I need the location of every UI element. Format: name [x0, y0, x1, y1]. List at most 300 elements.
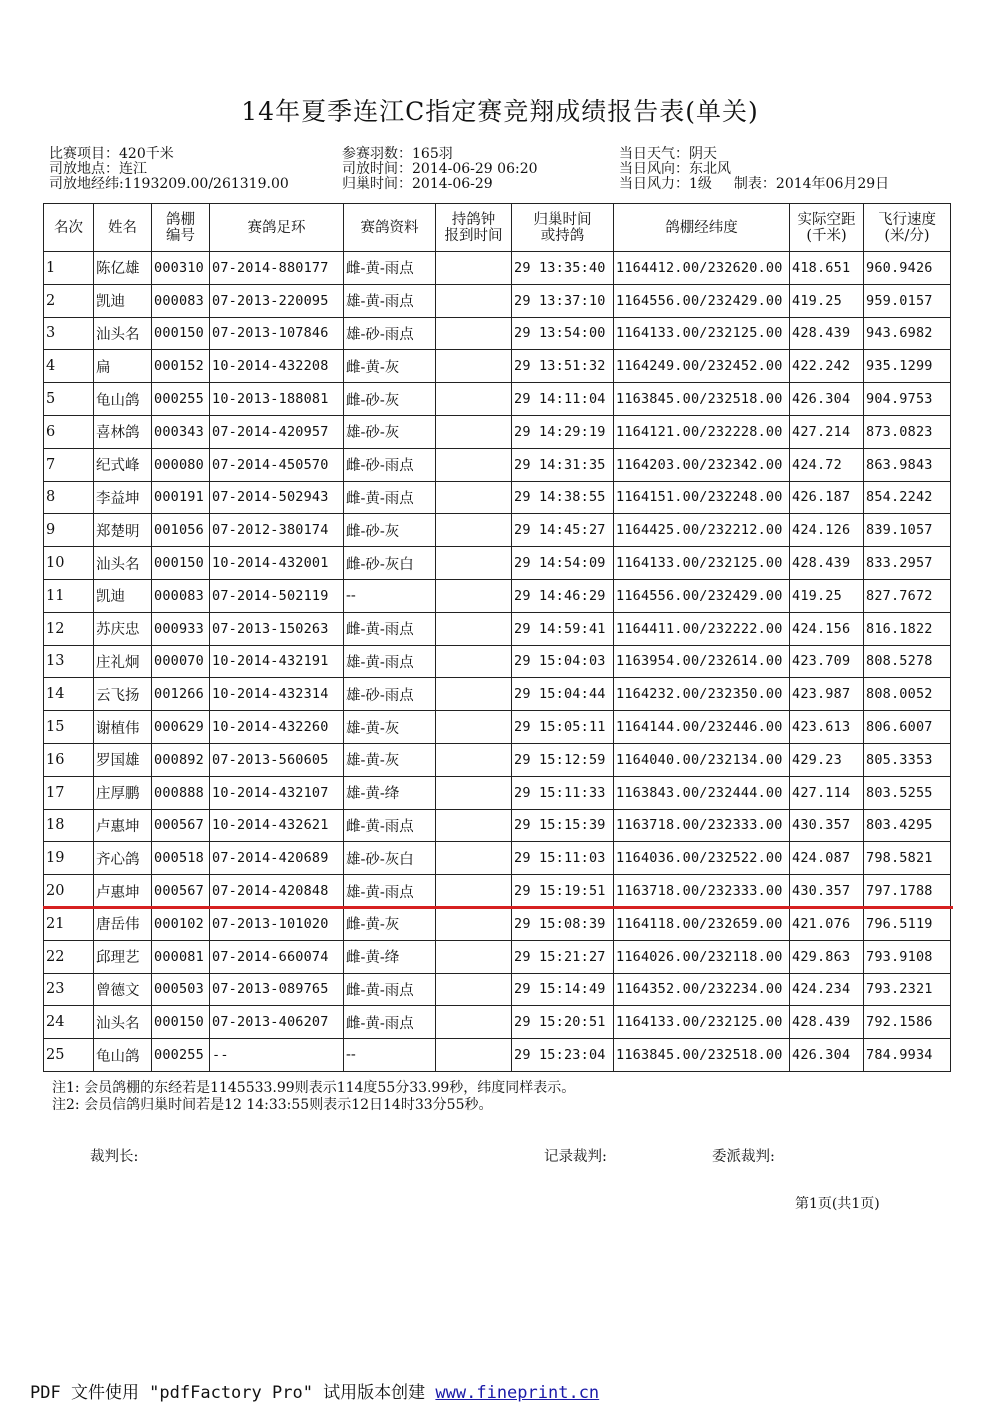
table-row [44, 284, 951, 317]
table-cell: 29 15:12:59 [512, 743, 614, 776]
table-row [44, 547, 951, 580]
notes [52, 1080, 575, 1114]
table-cell: 雌-黄-雨点 [344, 252, 436, 285]
report-title: 14年夏季连江C指定赛竞翔成绩报告表(单关) [241, 97, 759, 126]
table-row [44, 514, 951, 547]
table-cell: 07-2013-406207 [210, 1006, 344, 1039]
table-cell: 雄-黄-灰 [344, 743, 436, 776]
table-cell: 873.0823 [864, 415, 951, 448]
table-cell: 29 15:11:33 [512, 776, 614, 809]
table-cell: 1163845.00/232518.00 [614, 1039, 790, 1072]
table-cell: 15 [44, 711, 94, 744]
table-cell: 29 14:59:41 [512, 612, 614, 645]
table-cell [436, 579, 512, 612]
table-row [44, 1006, 951, 1039]
table-cell: 29 15:15:39 [512, 809, 614, 842]
table-cell: 423.613 [790, 711, 864, 744]
table-cell: 798.5821 [864, 842, 951, 875]
table-cell: 1164118.00/232659.00 [614, 907, 790, 940]
table-cell: 25 [44, 1039, 94, 1072]
table-cell: 13 [44, 645, 94, 678]
table-row [44, 678, 951, 711]
table-row [44, 350, 951, 383]
table-cell: 000892 [152, 743, 210, 776]
footer-text: PDF 文件使用 "pdfFactory Pro" 试用版本创建 [30, 1383, 436, 1403]
table-cell: 943.6982 [864, 317, 951, 350]
table-cell: 904.9753 [864, 383, 951, 416]
table-cell: 9 [44, 514, 94, 547]
table-cell: 000080 [152, 448, 210, 481]
table-cell: 29 14:38:55 [512, 481, 614, 514]
table-cell: 雌-砂-灰 [344, 514, 436, 547]
table-cell: 16 [44, 743, 94, 776]
table-body [44, 252, 951, 1072]
table-cell: 426.187 [790, 481, 864, 514]
table-cell: 1164411.00/232222.00 [614, 612, 790, 645]
table-cell [436, 481, 512, 514]
table-cell: 07-2013-150263 [210, 612, 344, 645]
table-cell: -- [344, 1039, 436, 1072]
table-cell: 雄-砂-灰白 [344, 842, 436, 875]
table-cell: 07-2014-502119 [210, 579, 344, 612]
table-cell: 000102 [152, 907, 210, 940]
table-cell: 000150 [152, 317, 210, 350]
table-cell: 422.242 [790, 350, 864, 383]
table-cell: 1164040.00/232134.00 [614, 743, 790, 776]
table-cell: 14 [44, 678, 94, 711]
table-cell: 雄-黄-雨点 [344, 284, 436, 317]
table-cell: 960.9426 [864, 252, 951, 285]
table-cell: 803.5255 [864, 776, 951, 809]
table-cell: 07-2013-220095 [210, 284, 344, 317]
wind-force-value: 当日风力：1级 [619, 176, 712, 192]
table-cell: 29 15:05:11 [512, 711, 614, 744]
table-cell: 1164133.00/232125.00 [614, 317, 790, 350]
table-cell: 001266 [152, 678, 210, 711]
table-cell: 424.126 [790, 514, 864, 547]
table-cell: 谢植伟 [94, 711, 152, 744]
table-cell: 784.9934 [864, 1039, 951, 1072]
table-cell: 22 [44, 940, 94, 973]
table-cell: 10-2014-432314 [210, 678, 344, 711]
table-cell: 827.7672 [864, 579, 951, 612]
note-1: 注1: 会员鸽棚的东经若是1145533.99则表示114度55分33.99秒，纬度同样表示。 [52, 1080, 576, 1096]
info-wind-direction: 当日风向：东北风 [619, 161, 731, 177]
table-cell: 430.357 [790, 875, 864, 908]
info-release-place: 司放地点：连江 [49, 161, 147, 177]
table-cell: 000343 [152, 415, 210, 448]
table-cell: 000933 [152, 612, 210, 645]
pdf-footer [30, 1378, 599, 1403]
table-cell: 喜林鸽 [94, 415, 152, 448]
table-cell: 430.357 [790, 809, 864, 842]
table-cell [436, 875, 512, 908]
table-cell: 000567 [152, 809, 210, 842]
table-cell [436, 645, 512, 678]
table-cell: 21 [44, 907, 94, 940]
table-cell: 云飞扬 [94, 678, 152, 711]
table-cell: 000518 [152, 842, 210, 875]
table-cell: 龟山鸽 [94, 383, 152, 416]
table-cell: 雌-黄-雨点 [344, 1006, 436, 1039]
table-row [44, 875, 951, 908]
table-row [44, 252, 951, 285]
table-row [44, 415, 951, 448]
table-row [44, 448, 951, 481]
table-cell: 1163843.00/232444.00 [614, 776, 790, 809]
table-cell: 10-2014-432208 [210, 350, 344, 383]
table-cell: 29 15:20:51 [512, 1006, 614, 1039]
table-cell: 卢惠坤 [94, 875, 152, 908]
table-cell: 000310 [152, 252, 210, 285]
table-cell: 421.076 [790, 907, 864, 940]
table-cell: 雄-砂-灰 [344, 415, 436, 448]
delegate-referee-label: 委派裁判: [712, 1149, 775, 1165]
table-row [44, 842, 951, 875]
table-cell: 07-2014-420689 [210, 842, 344, 875]
table-cell: 7 [44, 448, 94, 481]
table-cell: 29 15:19:51 [512, 875, 614, 908]
table-cell: 863.9843 [864, 448, 951, 481]
table-cell: 419.25 [790, 284, 864, 317]
table-cell: 凯迪 [94, 284, 152, 317]
table-cell: 10-2014-432191 [210, 645, 344, 678]
table-row [44, 481, 951, 514]
table-cell: 428.439 [790, 317, 864, 350]
table-cell: 雌-黄-雨点 [344, 973, 436, 1006]
table-cell: 汕头名 [94, 1006, 152, 1039]
table-cell: 29 15:21:27 [512, 940, 614, 973]
table-row [44, 973, 951, 1006]
table-cell: 935.1299 [864, 350, 951, 383]
table-cell: 424.156 [790, 612, 864, 645]
table-cell: 10-2013-188081 [210, 383, 344, 416]
table-cell: 1164036.00/232522.00 [614, 842, 790, 875]
table-cell: 10-2014-432001 [210, 547, 344, 580]
table-row [44, 579, 951, 612]
table-cell: 1164556.00/232429.00 [614, 284, 790, 317]
table-cell: 8 [44, 481, 94, 514]
table-cell: 796.5119 [864, 907, 951, 940]
table-cell: 424.72 [790, 448, 864, 481]
table-cell: 429.863 [790, 940, 864, 973]
table-cell: 839.1057 [864, 514, 951, 547]
table-cell: 4 [44, 350, 94, 383]
table-cell: 419.25 [790, 579, 864, 612]
table-cell: 29 14:31:35 [512, 448, 614, 481]
table-cell: 雄-黄-雨点 [344, 645, 436, 678]
column-header: 飞行速度 (米/分) [864, 204, 951, 252]
table-cell: 1164203.00/232342.00 [614, 448, 790, 481]
table-cell [436, 809, 512, 842]
table-cell: 汕头名 [94, 317, 152, 350]
table-cell: 07-2014-450570 [210, 448, 344, 481]
table-cell: 000629 [152, 711, 210, 744]
column-header: 鸽棚 编号 [152, 204, 210, 252]
table-cell [436, 252, 512, 285]
table-cell: 000503 [152, 973, 210, 1006]
table-cell: 806.6007 [864, 711, 951, 744]
table-cell: 纪式峰 [94, 448, 152, 481]
table-cell: 龟山鸽 [94, 1039, 152, 1072]
table-cell: 雌-黄-雨点 [344, 481, 436, 514]
info-left [49, 147, 289, 192]
table-cell: 12 [44, 612, 94, 645]
table-cell: 29 14:29:19 [512, 415, 614, 448]
info-right [619, 147, 889, 192]
table-cell: 6 [44, 415, 94, 448]
table-cell: 1164425.00/232212.00 [614, 514, 790, 547]
table-cell: 793.2321 [864, 973, 951, 1006]
table-cell: 汕头名 [94, 547, 152, 580]
column-header: 持鸽钟 报到时间 [436, 204, 512, 252]
table-cell: 29 14:46:29 [512, 579, 614, 612]
table-cell [436, 284, 512, 317]
results-table [43, 203, 951, 1072]
table-cell: 803.4295 [864, 809, 951, 842]
note-2: 注2: 会员信鸽归巢时间若是12 14:33:55则表示12日14时33分55秒。 [52, 1097, 493, 1113]
table-cell: 29 13:35:40 [512, 252, 614, 285]
table-cell: 陈亿雄 [94, 252, 152, 285]
table-row [44, 743, 951, 776]
table-cell: 1 [44, 252, 94, 285]
table-cell: 雄-黄-雨点 [344, 875, 436, 908]
info-wind-force [619, 177, 889, 192]
table-cell: 423.709 [790, 645, 864, 678]
table-cell: 000191 [152, 481, 210, 514]
table-cell: 1164133.00/232125.00 [614, 1006, 790, 1039]
table-cell: 29 15:04:03 [512, 645, 614, 678]
table-cell: 29 15:14:49 [512, 973, 614, 1006]
table-cell: 1164556.00/232429.00 [614, 579, 790, 612]
table-cell: 07-2013-107846 [210, 317, 344, 350]
table-cell: 000150 [152, 547, 210, 580]
table-cell: 雌-黄-绛 [344, 940, 436, 973]
table-cell: 29 14:54:09 [512, 547, 614, 580]
table-cell: 000083 [152, 579, 210, 612]
table-cell: 1164412.00/232620.00 [614, 252, 790, 285]
table-cell: 唐岳伟 [94, 907, 152, 940]
table-cell: -- [210, 1039, 344, 1072]
table-cell: 418.651 [790, 252, 864, 285]
table-cell [436, 743, 512, 776]
table-cell: 07-2012-380174 [210, 514, 344, 547]
table-cell: 郑楚明 [94, 514, 152, 547]
column-header: 实际空距 (千米) [790, 204, 864, 252]
table-row [44, 317, 951, 350]
table-cell: 10-2014-432260 [210, 711, 344, 744]
table-cell: 000255 [152, 1039, 210, 1072]
table-cell: 1163845.00/232518.00 [614, 383, 790, 416]
table-cell [436, 973, 512, 1006]
table-row [44, 776, 951, 809]
table-cell: 1164026.00/232118.00 [614, 940, 790, 973]
table-cell [436, 711, 512, 744]
table-cell: 雄-黄-绛 [344, 776, 436, 809]
table-cell [436, 907, 512, 940]
table-cell: 000150 [152, 1006, 210, 1039]
table-row [44, 1039, 951, 1072]
table-cell: -- [344, 579, 436, 612]
table-cell: 959.0157 [864, 284, 951, 317]
chief-referee-label: 裁判长: [90, 1149, 139, 1165]
info-event: 比赛项目：420千米 [49, 146, 174, 162]
table-row [44, 612, 951, 645]
table-cell: 卢惠坤 [94, 809, 152, 842]
table-cell: 1164352.00/232234.00 [614, 973, 790, 1006]
table-cell: 庄厚鹏 [94, 776, 152, 809]
table-cell: 10 [44, 547, 94, 580]
table-cell: 29 14:11:04 [512, 383, 614, 416]
table-cell: 雄-砂-雨点 [344, 317, 436, 350]
table-cell: 苏庆忠 [94, 612, 152, 645]
table-cell: 000083 [152, 284, 210, 317]
table-cell: 426.304 [790, 1039, 864, 1072]
column-header: 姓名 [94, 204, 152, 252]
table-cell: 424.234 [790, 973, 864, 1006]
table-cell: 20 [44, 875, 94, 908]
table-cell: 雌-黄-雨点 [344, 809, 436, 842]
table-cell: 23 [44, 973, 94, 1006]
table-cell [436, 1006, 512, 1039]
table-cell: 000070 [152, 645, 210, 678]
table-cell: 罗国雄 [94, 743, 152, 776]
table-cell [436, 776, 512, 809]
table-cell: 000888 [152, 776, 210, 809]
table-cell [436, 317, 512, 350]
table-cell: 000081 [152, 940, 210, 973]
table-cell: 07-2014-660074 [210, 940, 344, 973]
info-release-time: 司放时间：2014-06-29 06:20 [342, 161, 538, 177]
page-number: 第1页(共1页) [795, 1196, 880, 1212]
table-cell: 07-2014-420848 [210, 875, 344, 908]
table-cell: 816.1822 [864, 612, 951, 645]
table-cell: 426.304 [790, 383, 864, 416]
table-cell [436, 940, 512, 973]
table-cell [436, 1039, 512, 1072]
table-cell: 1164232.00/232350.00 [614, 678, 790, 711]
table-cell: 1164133.00/232125.00 [614, 547, 790, 580]
table-cell: 428.439 [790, 547, 864, 580]
table-cell: 5 [44, 383, 94, 416]
table-cell: 1164144.00/232446.00 [614, 711, 790, 744]
table-cell [436, 350, 512, 383]
table-cell: 29 15:04:44 [512, 678, 614, 711]
table-cell: 10-2014-432621 [210, 809, 344, 842]
table-cell: 29 15:23:04 [512, 1039, 614, 1072]
table-cell [436, 514, 512, 547]
table-cell: 李益坤 [94, 481, 152, 514]
table-cell: 29 15:08:39 [512, 907, 614, 940]
table-cell: 雌-黄-灰 [344, 907, 436, 940]
table-cell: 07-2013-560605 [210, 743, 344, 776]
table-cell: 000152 [152, 350, 210, 383]
made-date: 制表：2014年06月29日 [733, 176, 890, 192]
table-cell: 18 [44, 809, 94, 842]
table-row [44, 645, 951, 678]
table-cell: 扁 [94, 350, 152, 383]
table-cell: 07-2013-089765 [210, 973, 344, 1006]
table-cell: 001056 [152, 514, 210, 547]
table-cell: 07-2014-420957 [210, 415, 344, 448]
table-cell: 29 13:37:10 [512, 284, 614, 317]
table-cell: 凯迪 [94, 579, 152, 612]
table-cell: 雌-砂-灰 [344, 383, 436, 416]
table-cell: 000567 [152, 875, 210, 908]
table-cell [436, 383, 512, 416]
cutoff-line [43, 906, 953, 909]
table-cell: 雌-砂-灰白 [344, 547, 436, 580]
table-cell: 424.087 [790, 842, 864, 875]
table-row [44, 711, 951, 744]
column-header: 归巢时间 或持鸽 [512, 204, 614, 252]
table-cell: 24 [44, 1006, 94, 1039]
table-cell: 29 15:11:03 [512, 842, 614, 875]
info-middle [342, 147, 538, 192]
table-cell: 曾德文 [94, 973, 152, 1006]
table-cell: 429.23 [790, 743, 864, 776]
table-cell: 庄礼炯 [94, 645, 152, 678]
table-cell: 1164151.00/232248.00 [614, 481, 790, 514]
table-cell: 邱理艺 [94, 940, 152, 973]
table-cell: 427.214 [790, 415, 864, 448]
table-cell: 3 [44, 317, 94, 350]
table-cell: 29 14:45:27 [512, 514, 614, 547]
table-cell: 808.5278 [864, 645, 951, 678]
table-cell: 1163954.00/232614.00 [614, 645, 790, 678]
table-cell: 423.987 [790, 678, 864, 711]
info-weather: 当日天气：阴天 [619, 146, 717, 162]
table-row [44, 383, 951, 416]
table-cell: 2 [44, 284, 94, 317]
table-cell: 1163718.00/232333.00 [614, 809, 790, 842]
table-cell: 1163718.00/232333.00 [614, 875, 790, 908]
table-row [44, 809, 951, 842]
column-header: 赛鸽足环 [210, 204, 344, 252]
table-cell: 10-2014-432107 [210, 776, 344, 809]
table-cell: 雌-砂-雨点 [344, 448, 436, 481]
table-cell: 11 [44, 579, 94, 612]
table-row [44, 907, 951, 940]
table-cell [436, 448, 512, 481]
column-header: 鸽棚经纬度 [614, 204, 790, 252]
footer-link[interactable]: www.fineprint.cn [435, 1383, 600, 1403]
table-cell: 792.1586 [864, 1006, 951, 1039]
table-cell: 29 13:54:00 [512, 317, 614, 350]
info-release-coords: 司放地经纬:1193209.00/261319.00 [49, 176, 289, 192]
table-cell: 854.2242 [864, 481, 951, 514]
table-cell: 雌-黄-雨点 [344, 612, 436, 645]
table-cell: 793.9108 [864, 940, 951, 973]
info-return-date: 归巢时间：2014-06-29 [342, 176, 493, 192]
table-cell: 808.0052 [864, 678, 951, 711]
table-cell [436, 415, 512, 448]
column-header: 名次 [44, 204, 94, 252]
table-cell [436, 547, 512, 580]
table-cell: 000255 [152, 383, 210, 416]
table-row [44, 940, 951, 973]
table-cell [436, 678, 512, 711]
table-header-row [44, 204, 951, 252]
table-cell: 833.2957 [864, 547, 951, 580]
table-cell: 1164121.00/232228.00 [614, 415, 790, 448]
table-cell: 齐心鸽 [94, 842, 152, 875]
table-cell: 07-2014-502943 [210, 481, 344, 514]
table-cell: 07-2013-101020 [210, 907, 344, 940]
table-cell: 07-2014-880177 [210, 252, 344, 285]
info-entries: 参赛羽数：165羽 [342, 146, 453, 162]
table-cell: 19 [44, 842, 94, 875]
